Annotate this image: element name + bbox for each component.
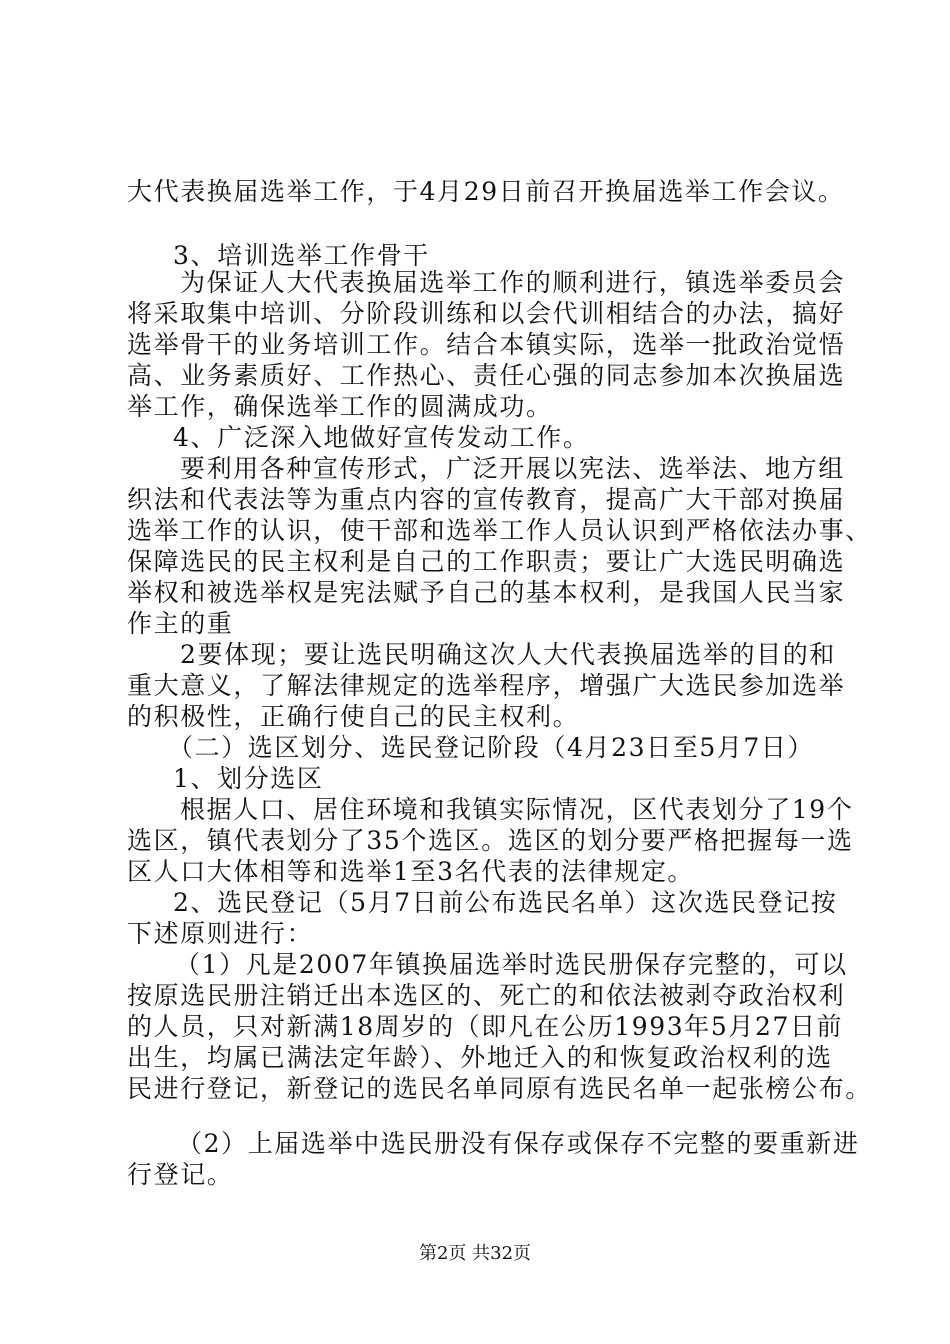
body-line: 的人员，只对新满18周岁的（即凡在公历1993年5月27日前 [127,1012,844,1041]
body-line: 下述原则进行： [127,919,314,948]
body-line: 重大意义，了解法律规定的选举程序，增强广大选民参加选举 [127,671,846,700]
body-line: 区人口大体相等和选举1至3名代表的法律规定。 [127,857,695,886]
section-heading: 4、广泛深入地做好宣传发动工作。 [173,423,590,452]
body-line: 根据人口、居住环境和我镇实际情况，区代表划分了19个 [180,795,854,824]
body-line: 保障选民的民主权利是自己的工作职责；要让广大选民明确选 [127,547,846,576]
section-heading: 2、选民登记（5月7日前公布选民名单）这次选民登记按 [173,888,838,917]
body-line: 作主的重 [127,609,234,638]
section-heading: （二）选区划分、选民登记阶段（4月23日至5月7日） [168,733,815,762]
body-line: 举工作，确保选举工作的圆满成功。 [127,392,553,421]
section-heading: 1、划分选区 [173,764,324,793]
body-line: 出生，均属已满法定年龄）、外地迁入的和恢复政治权利的选 [127,1043,833,1072]
body-line: 将采取集中培训、分阶段训练和以会代训相结合的办法，搞好 [127,299,846,328]
body-line: 举权和被选举权是宪法赋予自己的基本权利，是我国人民当家 [127,578,846,607]
body-line: 选举工作的认识，使干部和选举工作人员认识到严格依法办事、 [127,516,872,545]
body-line: 选举骨干的业务培训工作。结合本镇实际，选举一批政治觉悟 [127,330,846,359]
body-line: 选区，镇代表划分了35个选区。选区的划分要严格把握每一选 [127,826,854,855]
body-line: 按原选民册注销迁出本选区的、死亡的和依法被剥夺政治权利 [127,981,846,1010]
body-line: 大代表换届选举工作，于4月29日前召开换届选举工作会议。 [127,177,845,206]
body-line: 高、业务素质好、工作热心、责任心强的同志参加本次换届选 [127,361,846,390]
body-line: 的积极性，正确行使自己的民主权利。 [127,702,580,731]
body-line: 民进行登记，新登记的选民名单同原有选民名单一起张榜公布。 [127,1074,872,1103]
section-heading: 3、培训选举工作骨干 [173,241,430,270]
body-line: 织法和代表法等为重点内容的宣传教育，提高广大干部对换届 [127,485,846,514]
body-line: 2要体现；要让选民明确这次人大代表换届选举的目的和 [180,640,836,669]
body-line: 为保证人大代表换届选举工作的顺利进行，镇选举委员会 [180,268,846,297]
page-number-footer: 第2页 共32页 [418,1243,532,1264]
body-line: 要利用各种宣传形式，广泛开展以宪法、选举法、地方组 [180,454,846,483]
body-line: 行登记。 [127,1160,234,1189]
body-line: （2）上届选举中选民册没有保存或保存不完整的要重新进 [177,1129,860,1158]
body-line: （1）凡是2007年镇换届选举时选民册保存完整的，可以 [175,950,848,979]
